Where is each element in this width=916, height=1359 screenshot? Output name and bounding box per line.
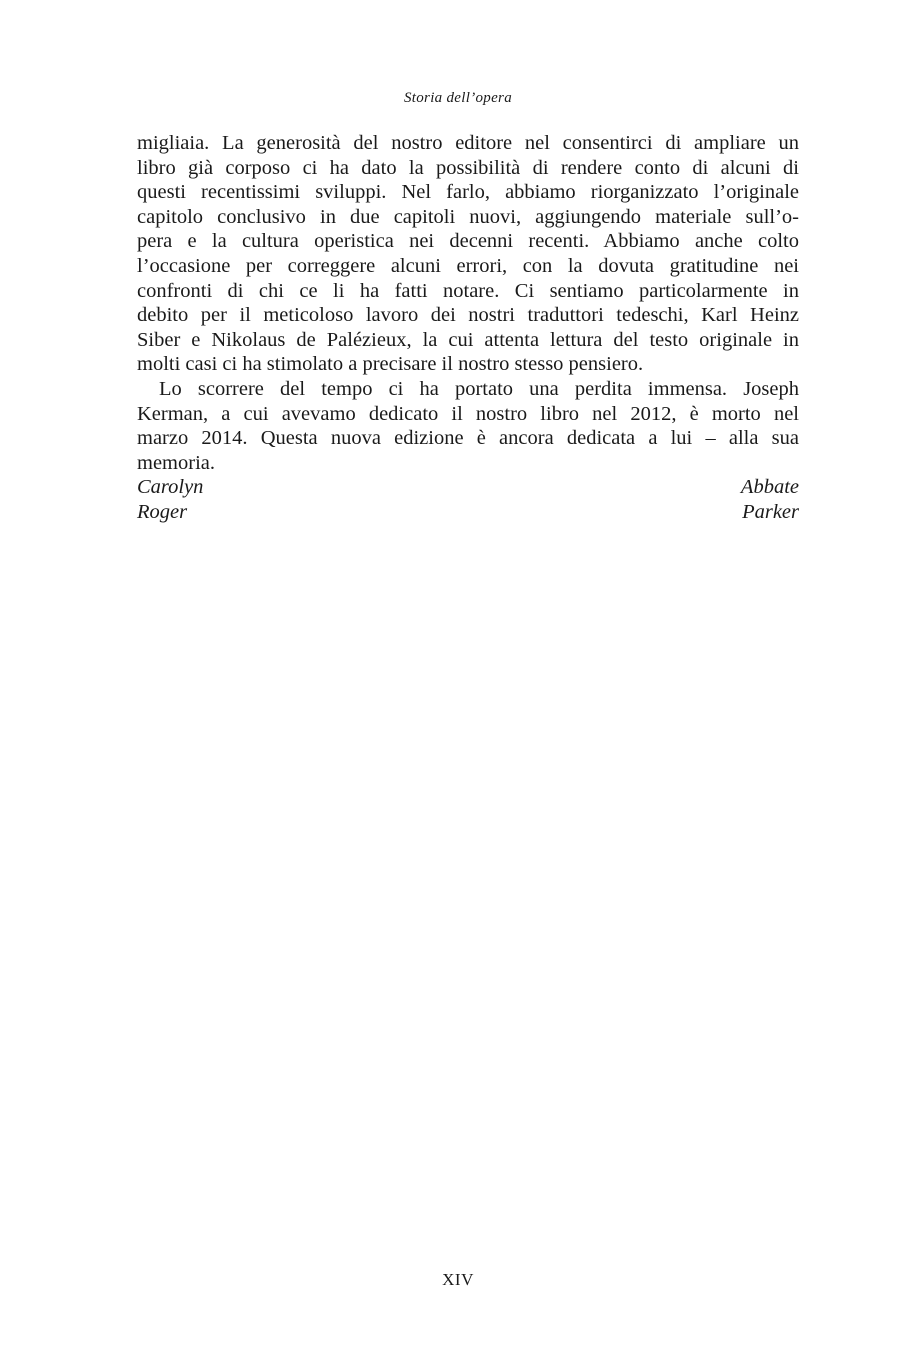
running-head: Storia dell’opera	[403, 90, 512, 106]
signature-author-2: Roger Parker	[137, 500, 799, 523]
text-line: confronti di chi ce li ha fatti notare. Ci sentiamo particolarmente in	[137, 279, 799, 302]
text-line: l’occasione per correggere alcuni errori, con la dovuta gratitudine nei	[137, 254, 799, 277]
signature-block	[137, 475, 799, 524]
text-line: capitolo conclusivo in due capitoli nuovi, aggiungendo materiale sull’o-	[137, 205, 799, 228]
text-line: memoria.	[137, 451, 215, 474]
text-line: pera e la cultura operistica nei decenni recenti. Abbiamo anche colto	[137, 230, 799, 253]
page-number: XIV	[442, 1270, 474, 1289]
text-line: libro già corposo ci ha dato la possibilità di rendere conto di alcuni di	[137, 156, 799, 179]
text-line: marzo 2014. Questa nuova edizione è ancora dedicata a lui – alla sua	[137, 427, 799, 450]
body-text	[137, 131, 799, 525]
paragraph-2	[137, 377, 799, 475]
text-line: molti casi ci ha stimolato a precisare il nostro stesso pensiero.	[137, 353, 644, 376]
text-line: questi recentissimi sviluppi. Nel farlo, abbiamo riorganizzato l’originale	[137, 181, 799, 204]
paragraph-1	[137, 131, 799, 377]
text-line: Lo scorrere del tempo ci ha portato una perdita immensa. Joseph	[159, 377, 799, 400]
text-line: migliaia. La generosità del nostro editore nel consentirci di ampliare un	[137, 132, 799, 154]
text-line: debito per il meticoloso lavoro dei nostri traduttori tedeschi, Karl Heinz	[137, 304, 799, 327]
signature-author-1: Carolyn Abbate	[137, 476, 799, 499]
text-line: Siber e Nikolaus de Palézieux, la cui attenta lettura del testo originale in	[137, 328, 799, 351]
text-line: Kerman, a cui avevamo dedicato il nostro libro nel 2012, è morto nel	[137, 402, 799, 425]
